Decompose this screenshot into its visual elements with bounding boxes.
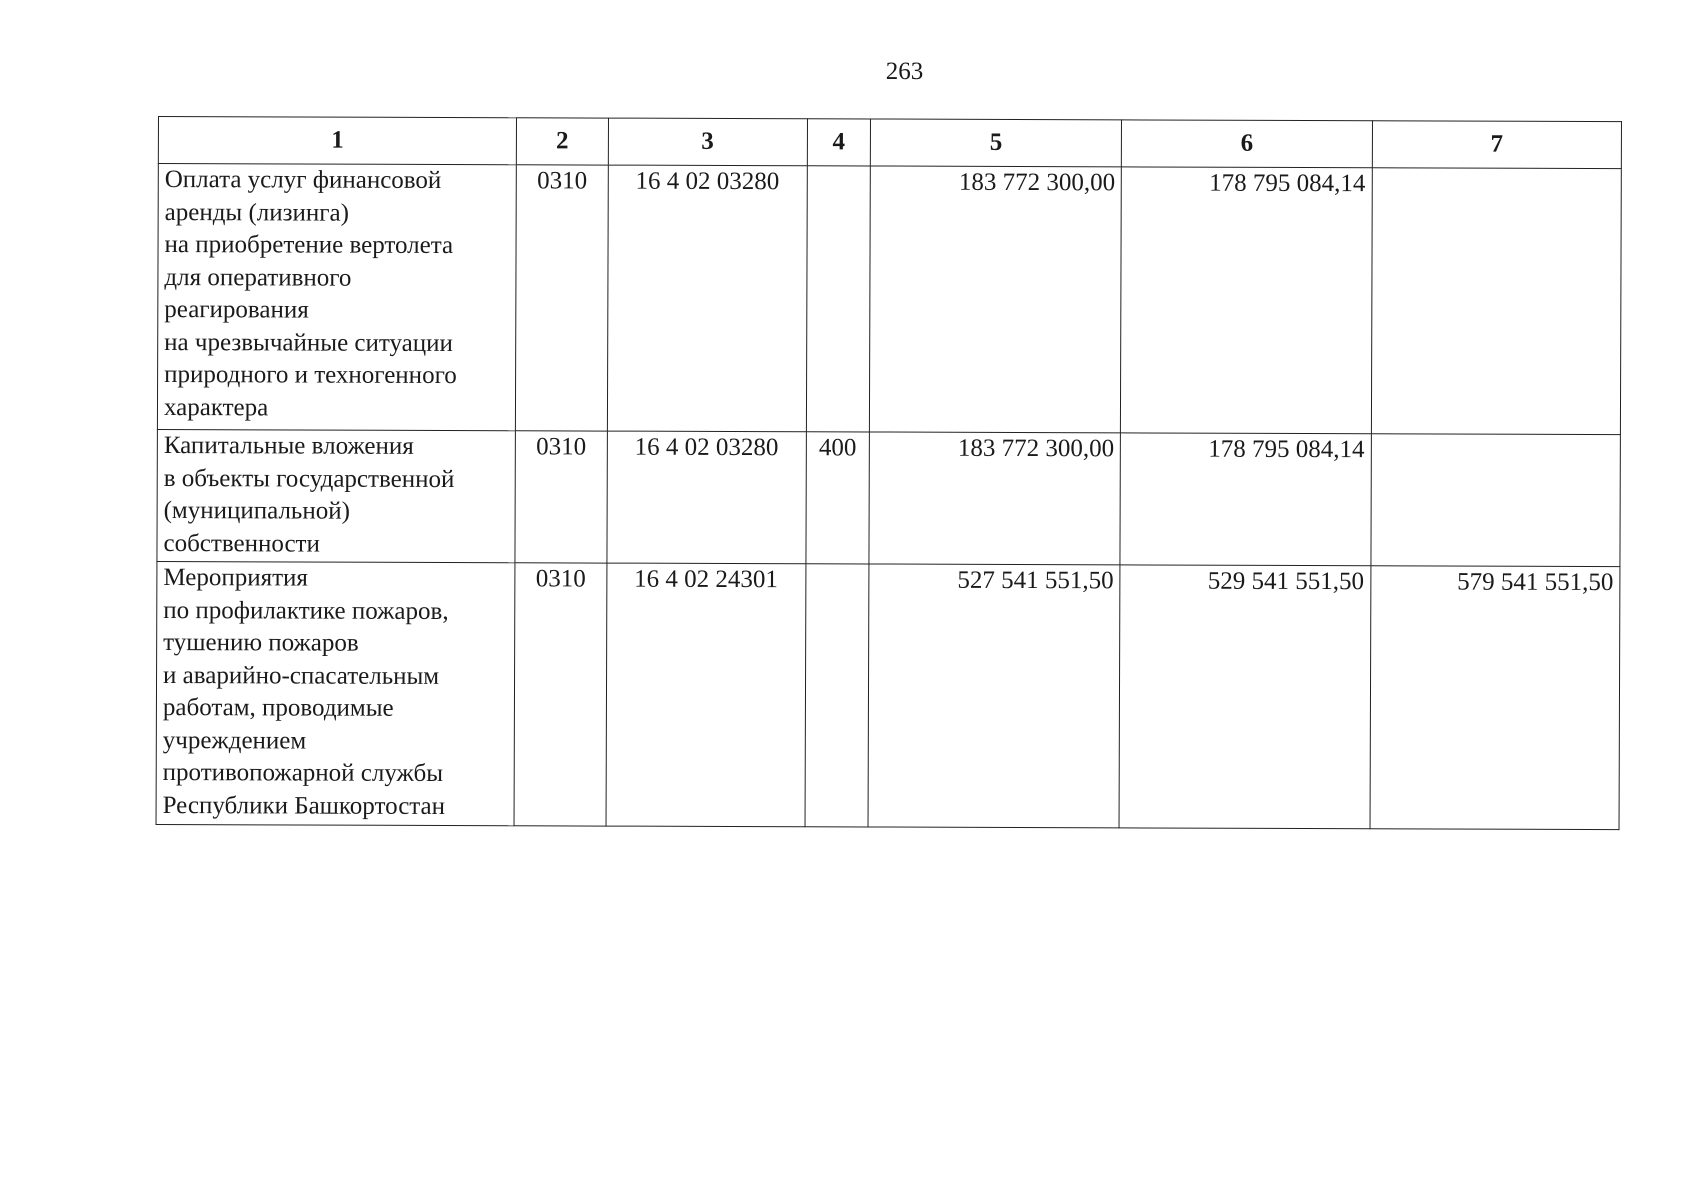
column-header-6: 6 (1122, 120, 1373, 168)
expense-name: Капитальные вложения в объекты государственной (муниципальной) собственности (157, 429, 516, 562)
section-code: 0310 (515, 431, 607, 563)
target-article-code: 16 4 02 03280 (607, 165, 807, 432)
amount-col6: 178 795 084,14 (1121, 167, 1372, 434)
table-row (157, 164, 1621, 435)
column-header-7: 7 (1372, 121, 1621, 169)
column-header-3: 3 (608, 118, 807, 166)
target-article-code: 16 4 02 24301 (606, 563, 806, 827)
budget-table (156, 116, 1622, 830)
table-row (157, 429, 1620, 566)
expense-name: Оплата услуг финансовой аренды (лизинга) на приобретение вертолета для оперативного реагирования на чрезвычайные ситуации природного и техногенного характера (157, 164, 516, 431)
expense-name: Мероприятия по профилактике пожаров, тушению пожаров и аварийно-спасательным работам, проводимые учреждением противопожарной службы Республики Башкортостан (156, 561, 515, 825)
column-header-5: 5 (870, 119, 1122, 167)
column-header-4: 4 (807, 119, 870, 166)
expense-type-code (805, 564, 869, 827)
expense-type-code: 400 (806, 432, 870, 564)
amount-col5: 527 541 551,50 (868, 564, 1120, 828)
section-code: 0310 (516, 165, 608, 431)
amount-col7: 579 541 551,50 (1370, 566, 1620, 830)
page-number: 263 (885, 58, 924, 85)
amount-col5: 183 772 300,00 (869, 432, 1121, 565)
amount-col7 (1371, 168, 1621, 435)
section-code: 0310 (514, 563, 606, 826)
amount-col6: 178 795 084,14 (1120, 433, 1371, 566)
header-row (158, 117, 1621, 169)
expense-type-code (806, 166, 870, 432)
amount-col7 (1371, 434, 1621, 567)
target-article-code: 16 4 02 03280 (607, 431, 807, 564)
amount-col5: 183 772 300,00 (869, 166, 1121, 433)
amount-col6: 529 541 551,50 (1119, 565, 1370, 829)
column-header-2: 2 (516, 118, 608, 165)
table-row (156, 561, 1620, 829)
column-header-1: 1 (158, 117, 516, 165)
